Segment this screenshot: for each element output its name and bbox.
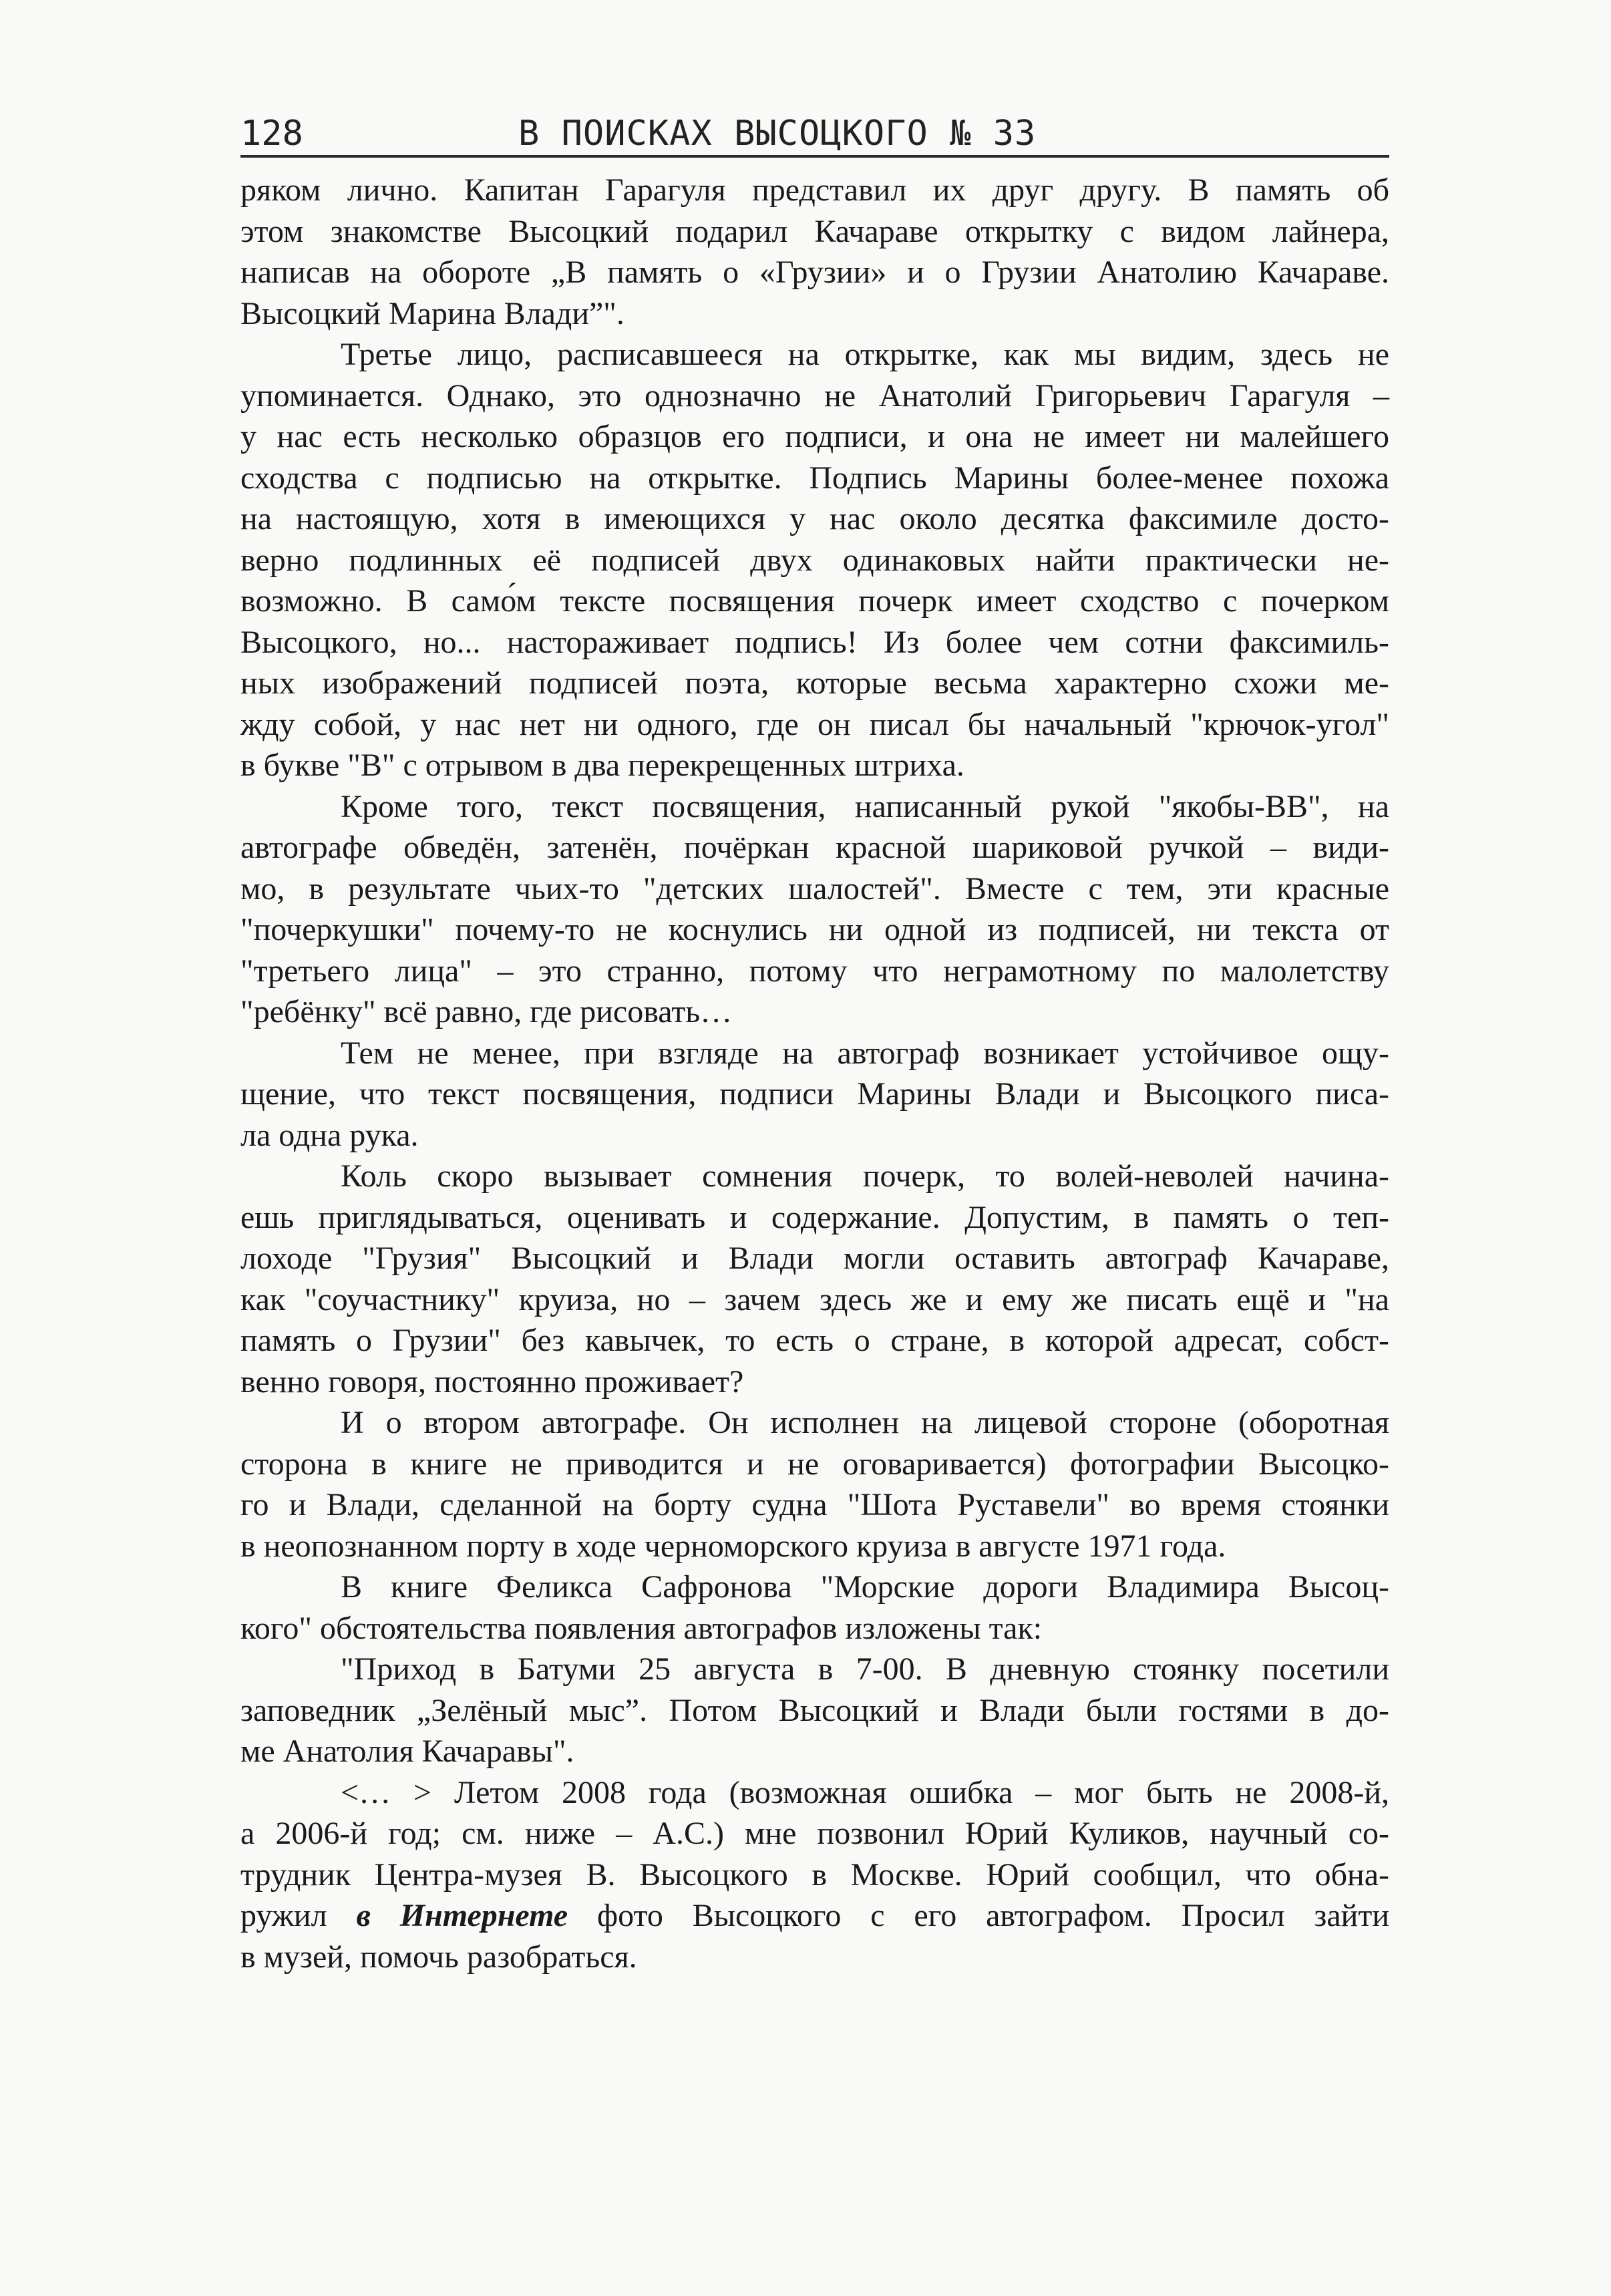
text-line: ме Анатолия Качаравы". [240,1734,574,1769]
text-line-with-emphasis [240,1895,1389,1937]
text-line: "почеркушки" почему-то не коснулись ни одной из подписей, ни текста от [240,912,1389,947]
emphasized-text: в Интернете [356,1898,568,1933]
text-line: го и Влади, сделанной на борту судна "Шота Руставели" во время стоянки [240,1487,1389,1522]
text-line: ряком лично. Капитан Гарагуля представил их друг другу. В память об [240,172,1389,208]
page-number: 128 [240,114,303,154]
text-segment: ружил [240,1898,357,1933]
text-line: этом знакомстве Высоцкий подарил Качараве открытку с видом лайнера, [240,213,1389,249]
text-line: лоходе "Грузия" Высоцкий и Влади могли оставить автограф Качараве, [240,1241,1389,1276]
text-line: память о Грузии" без кавычек, то есть о стране, в которой адресат, собст- [240,1323,1389,1358]
text-line: Высоцкий Марина Влади”". [240,295,624,331]
text-line: в музей, помочь разобраться. [240,1939,637,1975]
text-line: трудник Центра-музея В. Высоцкого в Москве. Юрий сообщил, что обна- [240,1856,1389,1893]
journal-title: В ПОИСКАХ ВЫСОЦКОГО № 33 [518,114,1037,154]
text-line: Высоцкого, но... настораживает подпись! Из более чем сотни факсимиль- [240,624,1389,660]
text-line: написав на обороте „В память о «Грузии» и о Грузии Анатолию Качараве. [240,255,1389,290]
text-line: венно говоря, постоянно проживает? [240,1363,744,1400]
text-line: в неопознанном порту в ходе черноморского круиза в августе 1971 года. [240,1528,1226,1564]
text-line: "ребёнку" всё равно, где рисовать… [240,994,733,1029]
text-line: на настоящую, хотя в имеющихся у нас около десятка факсимиле досто- [240,501,1389,536]
text-line: И о втором автографе. Он исполнен на лицевой стороне (оборотная [341,1405,1389,1440]
text-segment: фото Высоцкого с его автографом. Просил зайти [568,1898,1390,1933]
text-line: Тем не менее, при взгляде на автограф возникает устойчивое ощу- [341,1035,1389,1071]
text-line: В книге Феликса Сафронова "Морские дороги Владимира Высоц- [341,1569,1389,1605]
text-line: "Приход в Батуми 25 августа в 7-00. В дневную стоянку посетили [341,1651,1389,1687]
text-line: ла одна рука. [240,1117,419,1153]
text-line: упоминается. Однако, это однозначно не Анатолий Григорьевич Гарагуля – [240,377,1389,414]
text-line: Третье лицо, расписавшееся на открытке, как мы видим, здесь не [341,337,1389,372]
running-header [240,112,1389,158]
text-line: как "соучастнику" круиза, но – зачем здесь же и ему же писать ещё и "на [240,1281,1389,1317]
text-line: у нас есть несколько образцов его подписи, и она не имеет ни малейшего [240,419,1389,454]
text-line: кого" обстоятельства появления автографов изложены так: [240,1610,1043,1646]
text-line: возможно. В само́м тексте посвящения почерк имеет сходство с почерком [240,583,1389,619]
text-line: верно подлинных её подписей двух одинаковых найти практически не- [240,542,1389,578]
text-line: ешь приглядываться, оценивать и содержание. Допустим, в память о теп- [240,1199,1389,1235]
text-line: жду собой, у нас нет ни одного, где он писал бы начальный "крючок-угол" [240,706,1389,742]
text-line: ных изображений подписей поэта, которые весьма характерно схожи ме- [240,665,1389,701]
text-line: автографе обведён, затенён, почёркан красной шариковой ручкой – види- [240,830,1389,865]
text-line: Коль скоро вызывает сомнения почерк, то волей-неволей начина- [341,1158,1389,1194]
text-line: в букве "В" с отрывом в два перекрещенных штриха. [240,748,964,783]
text-line: заповедник „Зелёный мыс”. Потом Высоцкий и Влади были гостями в до- [240,1692,1389,1728]
text-line: сходства с подписью на открытке. Подпись Марины более-менее похожа [240,460,1389,496]
text-line: мо, в результате чьих-то "детских шалостей". Вместе с тем, эти красные [240,870,1389,907]
text-line: щение, что текст посвящения, подписи Марины Влади и Высоцкого писа- [240,1076,1389,1112]
body-text [240,170,1389,1977]
text-line: "третьего лица" – это странно, потому что неграмотному по малолетству [240,953,1389,989]
text-line: а 2006-й год; см. ниже – А.С.) мне позвонил Юрий Куликов, научный со- [240,1816,1389,1851]
text-line: <… > Летом 2008 года (возможная ошибка – мог быть не 2008-й, [341,1774,1389,1810]
text-line: Кроме того, текст посвящения, написанный рукой "якобы-ВВ", на [341,788,1389,824]
text-line: сторона в книге не приводится и не оговаривается) фотографии Высоцко- [240,1446,1389,1482]
